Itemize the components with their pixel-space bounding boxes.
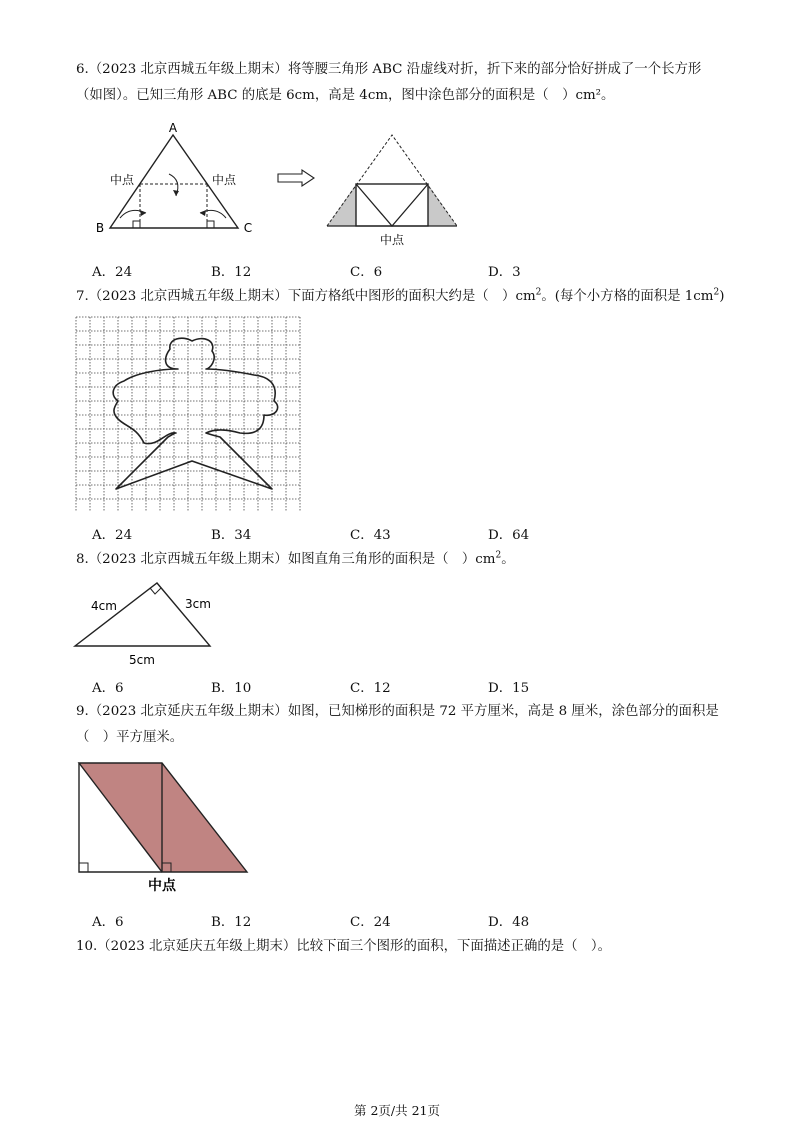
question-text: 将等腰三角形 ABC 沿虚线对折，折下来的部分恰好拼成了一个长方形（如图）。已知三角形 ABC 的底是 6cm，高是 4cm，图中涂色部分的面积是（ ）cm²。 <box>76 62 702 103</box>
question-source: （2023 北京延庆五年级上期末） <box>97 939 297 954</box>
superscript: 2 <box>535 287 542 298</box>
label-side-5cm: 5cm <box>129 653 155 667</box>
label-midpoint-bottom: 中点 <box>379 233 405 247</box>
question-text: 。(每个小方格的面积是 1cm <box>541 289 714 304</box>
question-7 <box>76 284 736 310</box>
option-b[interactable]: B．34 <box>211 528 252 543</box>
folded-triangle-figure <box>90 118 470 248</box>
option-c[interactable]: C．24 <box>350 915 391 930</box>
irregular-shape <box>113 338 277 489</box>
superscript: 2 <box>713 287 720 298</box>
question-text: 如图，已知梯形的面积是 72 平方厘米，高是 8 厘米，涂色部分的面积是（ ）平方厘米。 <box>76 704 719 745</box>
question-source: （2023 北京西城五年级上期末） <box>88 62 288 77</box>
question-number: 7. <box>76 289 89 304</box>
option-d[interactable]: D．48 <box>488 915 530 930</box>
question-6 <box>76 57 726 109</box>
question-text: 如图直角三角形的面积是（ ）cm <box>287 552 496 567</box>
question-text: 下面方格纸中图形的面积大约是（ ）cm <box>287 289 536 304</box>
option-c[interactable]: C．12 <box>350 681 391 696</box>
rectangle-figure <box>327 135 457 247</box>
question-number: 9. <box>76 704 89 719</box>
question-source: （2023 北京西城五年级上期末） <box>88 552 288 567</box>
question-source: （2023 北京西城五年级上期末） <box>88 289 288 304</box>
option-a[interactable]: A．6 <box>92 681 124 696</box>
label-b: B <box>95 221 105 235</box>
right-arrow-icon <box>278 170 314 186</box>
question-source: （2023 北京延庆五年级上期末） <box>88 704 288 719</box>
label-midpoint-left: 中点 <box>109 173 135 187</box>
option-d[interactable]: D．15 <box>488 681 530 696</box>
option-a[interactable]: A．6 <box>92 915 124 930</box>
grid-paper-figure <box>74 315 310 511</box>
option-c[interactable]: C．43 <box>350 528 391 543</box>
option-a[interactable]: A．24 <box>92 528 133 543</box>
label-midpoint: 中点 <box>148 878 176 894</box>
option-b[interactable]: B．12 <box>211 915 252 930</box>
question-10 <box>76 934 726 960</box>
option-c[interactable]: C．6 <box>350 265 383 280</box>
question-number: 6. <box>76 62 89 77</box>
option-b[interactable]: B．10 <box>211 681 252 696</box>
label-c: C <box>243 221 253 235</box>
question-8 <box>76 547 726 573</box>
label-side-3cm: 3cm <box>185 597 211 611</box>
triangle-abc <box>96 121 252 235</box>
option-a[interactable]: A．24 <box>92 265 133 280</box>
shaded-region <box>79 763 247 872</box>
page-footer: 第 2页/共 21页 <box>353 1103 441 1118</box>
question-number: 8. <box>76 552 89 567</box>
label-side-4cm: 4cm <box>91 599 117 613</box>
question-9 <box>76 699 726 751</box>
superscript: 2 <box>495 550 502 561</box>
option-b[interactable]: B．12 <box>211 265 252 280</box>
trapezoid-figure <box>72 758 252 898</box>
question-number: 10. <box>76 939 98 954</box>
label-a: A <box>168 121 178 135</box>
right-triangle-figure <box>70 576 230 668</box>
question-text: 。 <box>501 552 515 567</box>
label-midpoint-right: 中点 <box>211 173 237 187</box>
question-text: ) <box>719 289 725 304</box>
option-d[interactable]: D．3 <box>488 265 521 280</box>
grid-lines <box>76 317 300 511</box>
question-text: 比较下面三个图形的面积，下面描述正确的是（ ）。 <box>296 939 612 954</box>
option-d[interactable]: D．64 <box>488 528 530 543</box>
